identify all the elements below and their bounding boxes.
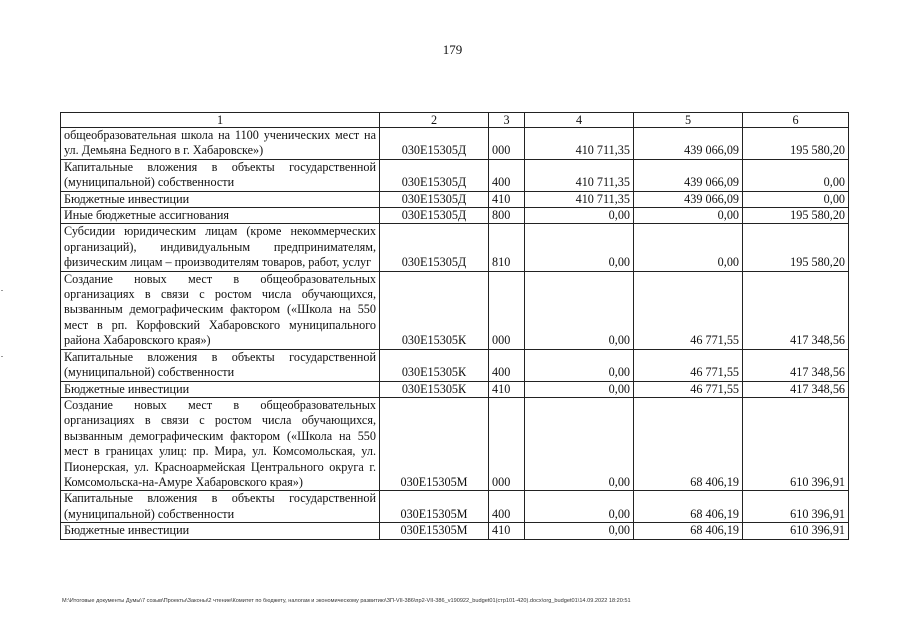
amount-cell: 0,00 [525, 523, 634, 539]
item-name-cell: Бюджетные инвестиции [61, 191, 380, 207]
item-name-cell: Бюджетные инвестиции [61, 523, 380, 539]
amount-cell: 0,00 [634, 224, 743, 271]
amount-cell: 0,00 [525, 224, 634, 271]
item-name-cell: Капитальные вложения в объекты государственной (муниципальной) собственности [61, 159, 380, 191]
amount-cell: 195 580,20 [743, 128, 849, 160]
amount-cell: 46 771,55 [634, 271, 743, 349]
table-row [61, 523, 849, 539]
table-row [61, 191, 849, 207]
amount-cell: 0,00 [634, 208, 743, 224]
target-code-cell: 030E15305Д [380, 191, 489, 207]
amount-cell: 68 406,19 [634, 397, 743, 490]
expense-type-cell: 400 [489, 491, 525, 523]
header-cell: 4 [525, 113, 634, 128]
amount-cell: 410 711,35 [525, 159, 634, 191]
amount-cell: 0,00 [525, 381, 634, 397]
table-row [61, 128, 849, 160]
amount-cell: 439 066,09 [634, 128, 743, 160]
expense-type-cell: 410 [489, 523, 525, 539]
budget-table [60, 112, 849, 540]
header-cell: 3 [489, 113, 525, 128]
amount-cell: 0,00 [525, 397, 634, 490]
target-code-cell: 030E15305М [380, 491, 489, 523]
amount-cell: 410 711,35 [525, 191, 634, 207]
target-code-cell: 030E15305К [380, 349, 489, 381]
header-cell: 6 [743, 113, 849, 128]
item-name-cell: Субсидии юридическим лицам (кроме некоммерческих организаций), индивидуальным предпринимателям, физическим лицам – производителям товаров, работ, услуг [61, 224, 380, 271]
document-file-path: M:\Итоговые документы Думы\7 созыв\Проекты\Законы\2 чтение\Комитет по бюджету, налогам и экономическому развитию\ЗП-VII-386\пр2-VII-386_v190922_budget01(стр101-420).docx\org_budget01\14.09.2022 18:20:51 [62, 598, 631, 604]
table-header-row [61, 113, 849, 128]
amount-cell: 0,00 [743, 159, 849, 191]
item-name-cell: Капитальные вложения в объекты государственной (муниципальной) собственности [61, 491, 380, 523]
amount-cell: 417 348,56 [743, 381, 849, 397]
page-number: 179 [442, 42, 463, 57]
target-code-cell: 030E15305Д [380, 128, 489, 160]
amount-cell: 0,00 [525, 349, 634, 381]
expense-type-cell: 410 [489, 191, 525, 207]
expense-type-cell: 000 [489, 271, 525, 349]
item-name-cell: общеобразовательная школа на 1100 ученических мест на ул. Демьяна Бедного в г. Хабаровске») [61, 128, 380, 160]
scan-edge-mark [1, 290, 3, 291]
amount-cell: 0,00 [525, 491, 634, 523]
target-code-cell: 030E15305К [380, 381, 489, 397]
target-code-cell: 030E15305Д [380, 208, 489, 224]
amount-cell: 417 348,56 [743, 349, 849, 381]
amount-cell: 439 066,09 [634, 191, 743, 207]
table-row [61, 159, 849, 191]
amount-cell: 0,00 [525, 271, 634, 349]
item-name-cell: Создание новых мест в общеобразовательных организациях в связи с ростом числа обучающихся, вызванным демографическим фактором («Школа на 550 мест в границах улиц: пр. Мира, ул. Комсомольская, ул. Пионерская, ул. Красноармейская Центрального округа г. Комсомольска-на-Амуре Хабаровского края») [61, 397, 380, 490]
table-row [61, 491, 849, 523]
amount-cell: 46 771,55 [634, 349, 743, 381]
amount-cell: 68 406,19 [634, 523, 743, 539]
header-cell: 2 [380, 113, 489, 128]
target-code-cell: 030E15305К [380, 271, 489, 349]
amount-cell: 417 348,56 [743, 271, 849, 349]
amount-cell: 410 711,35 [525, 128, 634, 160]
header-cell: 5 [634, 113, 743, 128]
item-name-cell: Иные бюджетные ассигнования [61, 208, 380, 224]
target-code-cell: 030E15305М [380, 523, 489, 539]
expense-type-cell: 800 [489, 208, 525, 224]
scan-edge-mark [1, 356, 3, 357]
target-code-cell: 030E15305Д [380, 224, 489, 271]
table-row [61, 224, 849, 271]
amount-cell: 610 396,91 [743, 491, 849, 523]
target-code-cell: 030E15305Д [380, 159, 489, 191]
table-row [61, 381, 849, 397]
expense-type-cell: 000 [489, 397, 525, 490]
item-name-cell: Создание новых мест в общеобразовательных организациях в связи с ростом числа обучающихся, вызванным демографическим фактором («Школа на 550 мест в рп. Корфовский Хабаровского муниципального района Хабаровского края») [61, 271, 380, 349]
table-row [61, 349, 849, 381]
item-name-cell: Капитальные вложения в объекты государственной (муниципальной) собственности [61, 349, 380, 381]
amount-cell: 68 406,19 [634, 491, 743, 523]
table-row [61, 271, 849, 349]
expense-type-cell: 400 [489, 159, 525, 191]
target-code-cell: 030E15305М [380, 397, 489, 490]
amount-cell: 439 066,09 [634, 159, 743, 191]
table-row [61, 208, 849, 224]
amount-cell: 610 396,91 [743, 397, 849, 490]
amount-cell: 0,00 [743, 191, 849, 207]
amount-cell: 195 580,20 [743, 224, 849, 271]
expense-type-cell: 400 [489, 349, 525, 381]
amount-cell: 46 771,55 [634, 381, 743, 397]
expense-type-cell: 810 [489, 224, 525, 271]
amount-cell: 195 580,20 [743, 208, 849, 224]
item-name-cell: Бюджетные инвестиции [61, 381, 380, 397]
amount-cell: 610 396,91 [743, 523, 849, 539]
header-cell: 1 [61, 113, 380, 128]
amount-cell: 0,00 [525, 208, 634, 224]
expense-type-cell: 000 [489, 128, 525, 160]
table-row [61, 397, 849, 490]
expense-type-cell: 410 [489, 381, 525, 397]
